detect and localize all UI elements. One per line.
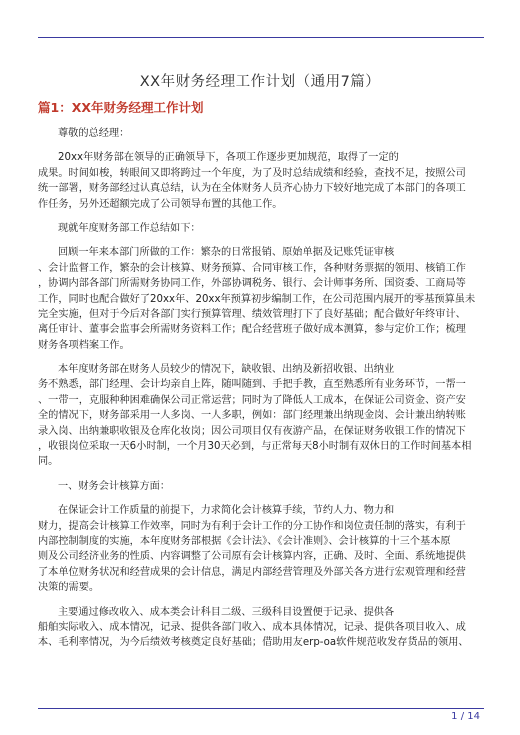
text-line: 现就年度财务部工作总结如下：: [58, 222, 201, 234]
text-line: 尊敬的总经理：: [58, 128, 130, 139]
text-line: 一、财务会计核算方面：: [58, 480, 171, 492]
text-line: 决策的需要。: [38, 582, 100, 594]
text-line: 完全实施，但对于今后对各部门实行预算管理、绩效管理打下了良好基础；配合做好年终审计、: [38, 308, 466, 320]
text-line: 离任审计、董事会监事会所需财务资料工作；配合经营班子做好成本测算，参与定价工作；梳理: [38, 324, 466, 336]
text-line: 财务各项档案工作。: [38, 339, 130, 351]
header-rule: [38, 37, 484, 38]
text-line: 则及公司经济业务的性质、内容调整了公司原有会计核算内容，正确、及时、全面、系统地提供: [38, 551, 466, 563]
text-line: 了本单位财务状况和经营成果的会计信息，满足内部经营管理及外部关各方进行宏观管理和经营: [38, 566, 466, 578]
paragraph-staffing: [38, 362, 484, 470]
text-line: 内部控制制度的实施，本年度财务部根据《会计法》、《会计准则》、会计核算的十三个基本原: [38, 535, 451, 547]
paragraph-summary-lead: [38, 221, 484, 236]
paragraph-accounting-detail: [38, 605, 484, 651]
text-line: 统一部署，财务部经过认真总结，认为在全体财务人员齐心协力下较好地完成了本部门的各项工: [38, 183, 466, 195]
document-body: [38, 126, 484, 660]
text-line: 、会计监督工作，繁杂的会计核算、财务预算、合同审核工作，各种财务票据的领用、核销工作: [38, 262, 466, 274]
text-line: ，收银岗位采取一天6小时制，一个月30天必到，与正常每天8小时制有双休日的工作时间基本相: [38, 441, 472, 453]
text-line: 财力，提高会计核算工作效率，同时为有利于会计工作的分工协作和岗位责任制的落实，有利于: [38, 520, 466, 532]
text-line: 主要通过修改收入、成本类会计科目二级、三级科目设置便于记录、提供各: [58, 606, 395, 618]
paragraph-review: [38, 245, 484, 353]
paragraph-salutation: [38, 126, 484, 141]
text-line: 本年度财务部在财务人员较少的情况下，缺收银、出纳及新招收银、出纳业: [58, 364, 395, 376]
page-indicator: 1 / 14: [451, 711, 480, 722]
section-heading-accounting: [38, 479, 484, 494]
text-line: 回顾一年来本部门所做的工作：繁杂的日常报销、原始单据及记账凭证审核: [58, 247, 395, 259]
paragraph-intro: [38, 150, 484, 212]
text-line: 本、毛利率情况，为今后绩效考核奠定良好基础；借助用友erp-oa软件规范收发存货品的领用、: [38, 637, 469, 649]
section-heading: 篇1：XX年财务经理工作计划: [38, 100, 204, 115]
text-line: 成果。时间如梭，转眼间又即将跨过一个年度，为了及时总结成绩和经验，查找不足，按照公司: [38, 167, 466, 179]
text-line: 同。: [38, 456, 59, 468]
text-line: 全的情况下，财务部采用一人多岗、一人多职，例如：部门经理兼出纳现金岗、会计兼出纳转账: [38, 410, 466, 422]
document-title: XX年财务经理工作计划（通用7篇）: [139, 74, 381, 90]
text-line: 在保证会计工作质量的前提下，力求简化会计核算手续，节约人力、物力和: [58, 505, 395, 517]
text-line: 作任务，另外还超额完成了公司领导布置的其他工作。: [38, 198, 283, 210]
text-line: 务不熟悉，部门经理、会计均亲自上阵，随叫随到、手把手教，直至熟悉所有业务环节，一帮一: [38, 379, 466, 391]
text-line: 、一带一，克服种种困难确保公司正常运营；同时为了降低人工成本，在保证公司资金、资产安: [38, 394, 466, 406]
text-line: 20xx年财务部在领导的正确领导下，各项工作逐步更加规范，取得了一定的: [58, 152, 399, 164]
text-line: 工作，同时也配合做好了20xx年、20xx年预算初步编制工作，在公司范围内展开的零基预算虽未: [38, 293, 476, 305]
text-line: ，协调内部各部门所需财务协同工作，外部协调税务、银行、会计师事务所、国资委、工商局等: [38, 278, 466, 290]
paragraph-accounting: [38, 503, 484, 595]
text-line: 录入岗、出纳兼职收银及仓库化妆岗；因公司项目仅有夜游产品，在保证财务收银工作的情况下: [38, 425, 466, 437]
text-line: 船舶实际收入、成本情况，记录、提供各部门收入、成本具体情况，记录、提供各项目收入、成: [38, 621, 466, 633]
footer-rule: [38, 708, 484, 709]
